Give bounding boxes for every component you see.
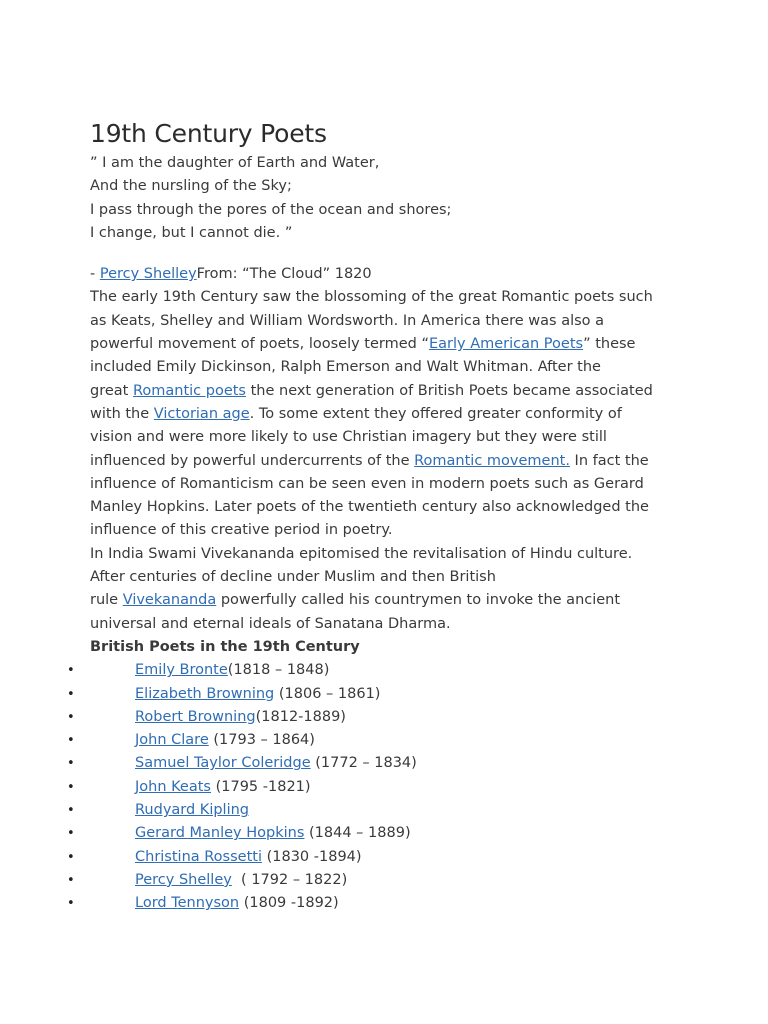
poet-dates: (1806 – 1861)	[274, 685, 381, 702]
poet-dates: (1809 -1892)	[239, 895, 339, 912]
text-run: rule	[90, 592, 123, 609]
text-run: influenced by powerful undercurrents of the	[90, 452, 415, 469]
poet-dates: (1830 -1894)	[261, 848, 362, 865]
poet-name-link[interactable]: John Keats	[135, 778, 211, 795]
quote-line: I change, but I cannot die. ”	[90, 224, 293, 241]
poet-name-link[interactable]: Lord Tennyson	[135, 895, 240, 912]
poet-list-item	[0, 846, 700, 869]
poet-dates: (1793 – 1864)	[208, 732, 315, 749]
quote-line: And the nursling of the Sky;	[90, 178, 292, 195]
bullet-icon: •	[67, 779, 75, 795]
text-run: the next generation of British Poets became associated	[245, 382, 653, 399]
text-run: ” these	[583, 336, 636, 353]
bullet-icon: •	[67, 686, 75, 702]
poet-name-link[interactable]: Christina Rossetti	[135, 848, 262, 865]
poet-dates: (1818 – 1848)	[227, 662, 330, 679]
early-american-poets-link[interactable]: Early American Poets	[428, 336, 584, 353]
poet-name-link[interactable]: Elizabeth Browning	[135, 685, 275, 702]
poet-list-item	[0, 683, 700, 706]
spacer	[90, 245, 690, 263]
text-run: powerful movement of poets, loosely termed “	[90, 336, 429, 353]
bullet-icon: •	[67, 849, 75, 865]
poet-list-item	[0, 892, 700, 915]
poet-list-item	[0, 659, 700, 682]
text-run: with the	[90, 405, 154, 422]
poet-name-link[interactable]: Percy Shelley	[135, 871, 232, 888]
bullet-icon: •	[67, 733, 75, 749]
victorian-age-link[interactable]: Victorian age	[153, 405, 250, 422]
attribution-dash: -	[90, 266, 100, 283]
poet-list-item	[0, 822, 700, 845]
paragraph-line: universal and eternal ideals of Sanatana Dharma.	[90, 615, 451, 632]
romantic-poets-link[interactable]: Romantic poets	[132, 382, 246, 399]
paragraph-line: vision and were more likely to use Christian imagery but they were still	[90, 429, 607, 446]
text-run: powerfully called his countrymen to invoke the ancient	[216, 592, 621, 609]
paragraph-line: influence of Romanticism can be seen even in modern poets such as Gerard	[90, 475, 644, 492]
romantic-movement-link[interactable]: Romantic movement.	[414, 452, 570, 469]
poet-list	[0, 659, 700, 915]
bullet-icon: •	[67, 663, 75, 679]
paragraph-line	[90, 403, 690, 426]
poet-dates: (1795 -1821)	[210, 778, 311, 795]
paragraph-line: influence of this creative period in poetry.	[90, 522, 393, 539]
quote-line: I pass through the pores of the ocean and shores;	[90, 201, 452, 218]
page-title: 19th Century Poets	[90, 119, 327, 148]
poet-list-item	[0, 752, 700, 775]
quote-line: ” I am the daughter of Earth and Water,	[90, 155, 380, 171]
poet-dates: (1844 – 1889)	[304, 825, 411, 842]
poet-dates: (1812-1889)	[255, 708, 346, 725]
vivekananda-link[interactable]: Vivekananda	[122, 592, 217, 609]
poem-quote	[90, 152, 690, 245]
paragraph-line: Manley Hopkins. Later poets of the twentieth century also acknowledged the	[90, 499, 649, 516]
poet-dates: ( 1792 – 1822)	[231, 871, 348, 888]
bullet-icon: •	[67, 756, 75, 772]
bullet-icon: •	[67, 872, 75, 888]
attribution	[90, 263, 690, 286]
bullet-icon: •	[67, 709, 75, 725]
intro-paragraph	[90, 286, 690, 542]
paragraph-line	[90, 589, 690, 612]
paragraph-line: The early 19th Century saw the blossoming of the great Romantic poets such	[90, 289, 653, 306]
bullet-icon: •	[67, 896, 75, 912]
paragraph-line	[90, 333, 690, 356]
paragraph-line	[90, 380, 690, 403]
text-run: In fact the	[569, 452, 649, 469]
poet-name-link[interactable]: Samuel Taylor Coleridge	[135, 755, 311, 772]
poet-list-item	[0, 706, 700, 729]
poet-name-link[interactable]: Rudyard Kipling	[135, 802, 249, 819]
bullet-icon: •	[67, 826, 75, 842]
paragraph-line: as Keats, Shelley and William Wordsworth. In America there was also a	[90, 312, 605, 329]
document-page	[67, 116, 690, 916]
bullet-icon: •	[67, 803, 75, 819]
percy-shelley-link[interactable]: Percy Shelley	[99, 266, 197, 283]
section-heading: British Poets in the 19th Century	[90, 638, 360, 655]
india-paragraph	[90, 543, 690, 636]
paragraph-line: included Emily Dickinson, Ralph Emerson and Walt Whitman. After the	[90, 359, 601, 376]
attribution-source: From: “The Cloud” 1820	[196, 266, 372, 283]
paragraph-line: After centuries of decline under Muslim and then British	[90, 569, 496, 586]
paragraph-line	[90, 450, 690, 473]
poet-name-link[interactable]: Robert Browning	[135, 708, 256, 725]
paragraph-line: In India Swami Vivekananda epitomised the revitalisation of Hindu culture.	[90, 545, 633, 562]
poet-name-link[interactable]: Gerard Manley Hopkins	[135, 825, 305, 842]
poet-list-item	[0, 776, 700, 799]
text-run: great	[90, 382, 133, 399]
poet-list-item	[0, 799, 700, 822]
poet-dates: (1772 – 1834)	[310, 755, 417, 772]
poet-list-item	[0, 869, 700, 892]
text-run: . To some extent they offered greater conformity of	[249, 405, 622, 422]
poet-name-link[interactable]: Emily Bronte	[135, 662, 228, 679]
poet-name-link[interactable]: John Clare	[135, 732, 209, 749]
poet-list-item	[0, 729, 700, 752]
